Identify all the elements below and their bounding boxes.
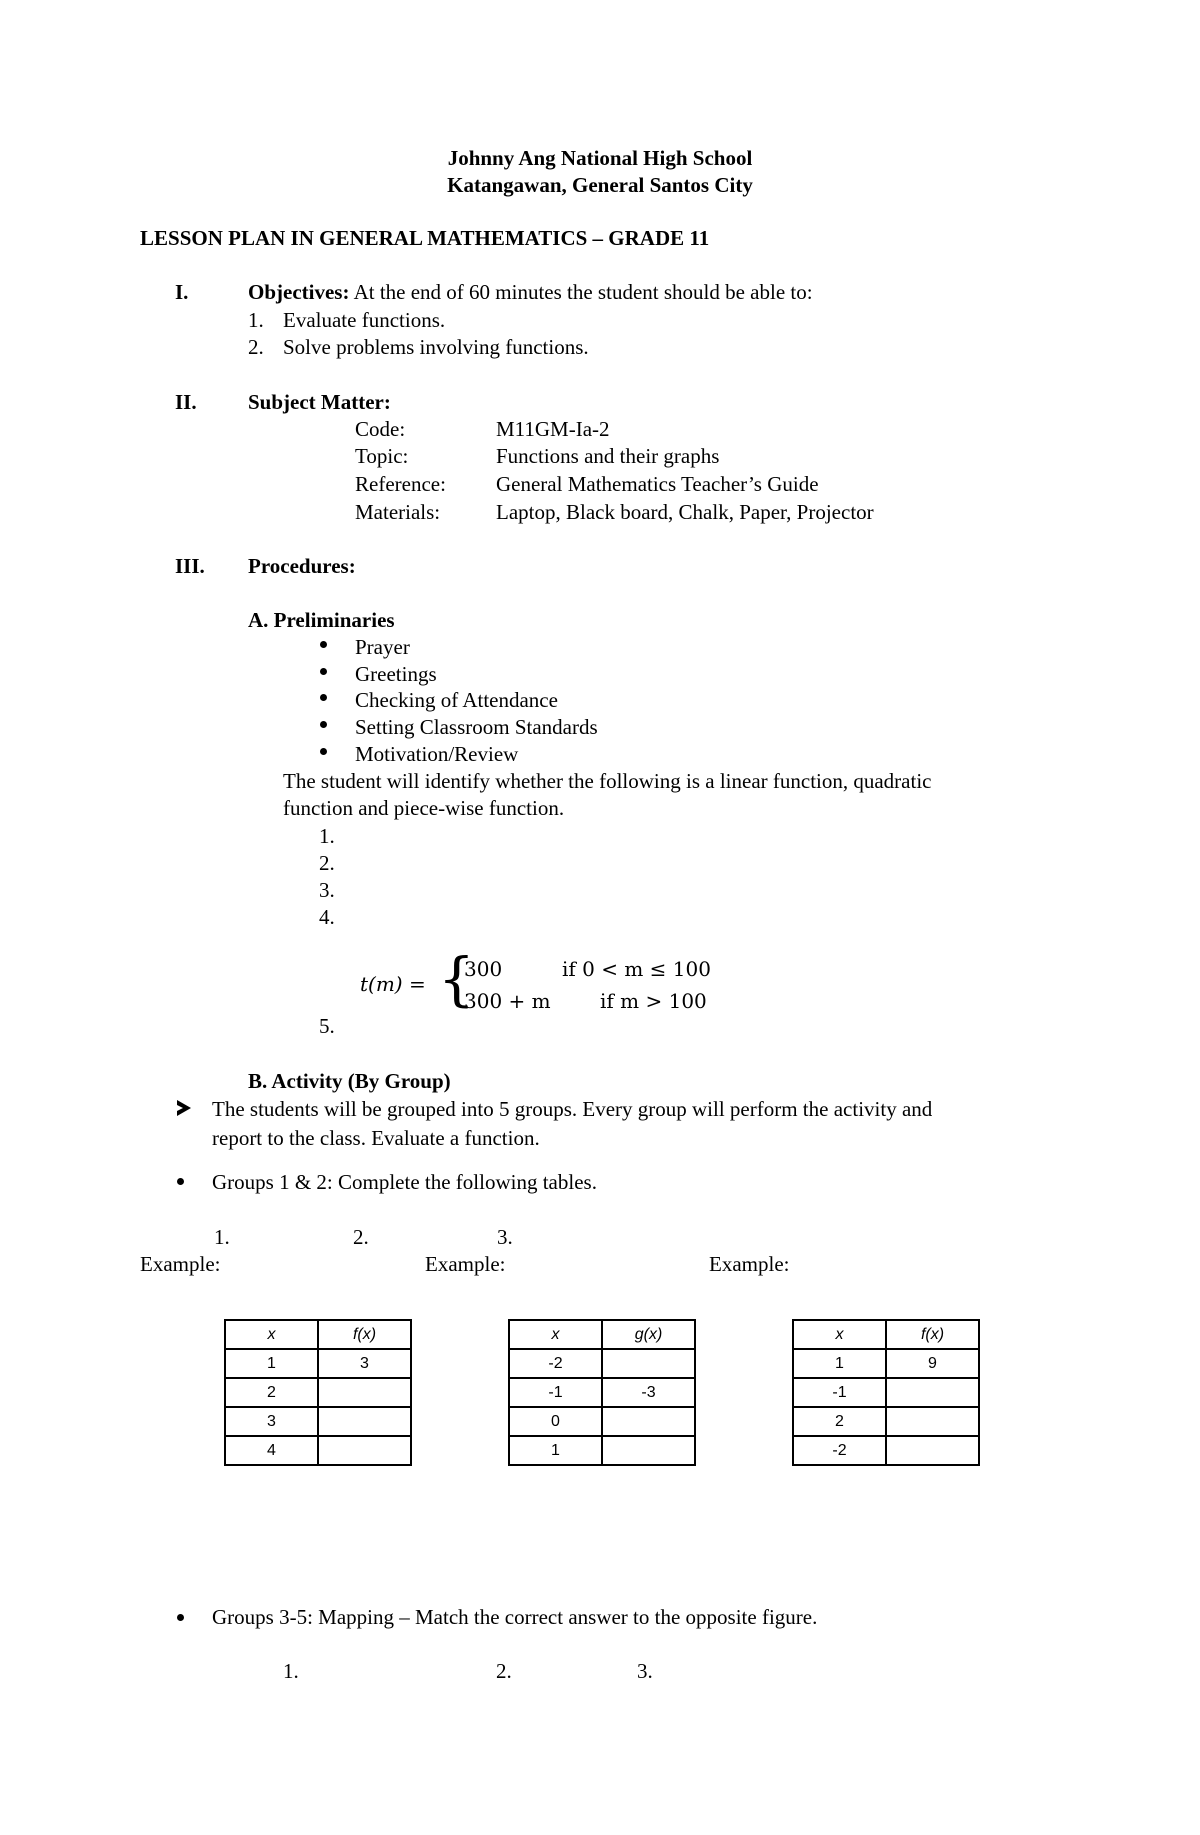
table-row [793, 1378, 979, 1407]
motivation-number-5: 5. [319, 1014, 335, 1038]
arrow-bullet-icon [177, 1100, 191, 1116]
table-row [509, 1407, 695, 1436]
subject-label-reference: Reference: [355, 472, 446, 496]
table-cell: -1 [793, 1378, 886, 1407]
table-row [225, 1349, 411, 1378]
motivation-number-4: 4. [319, 905, 335, 929]
preliminaries-heading: A. Preliminaries [248, 608, 395, 632]
table-number-2: 2. [353, 1225, 369, 1249]
objective-number-1: 1. [248, 308, 264, 332]
objectives-numeral: I. [175, 280, 189, 304]
example-label-3: Example: [709, 1252, 790, 1276]
subject-value-topic: Functions and their graphs [496, 444, 720, 468]
table-cell [886, 1407, 979, 1436]
objective-number-2: 2. [248, 335, 264, 359]
bullet-icon [177, 1178, 184, 1185]
subject-label-materials: Materials: [355, 500, 441, 524]
activity-heading: B. Activity (By Group) [248, 1069, 451, 1093]
formula-lhs: t(m) = [360, 972, 426, 996]
table-row [225, 1378, 411, 1407]
table-cell: 3 [225, 1407, 318, 1436]
bullet-icon [320, 721, 327, 728]
table-cell [318, 1436, 411, 1465]
table-cell: -2 [509, 1349, 602, 1378]
function-table-2 [508, 1319, 696, 1466]
function-table-1 [224, 1319, 412, 1466]
subject-matter-heading: Subject Matter: [248, 390, 391, 414]
subject-label-topic: Topic: [355, 444, 409, 468]
example-label-1: Example: [140, 1252, 221, 1276]
table-header-gx: g(x) [602, 1320, 695, 1349]
motivation-number-3: 3. [319, 878, 335, 902]
table-cell: 9 [886, 1349, 979, 1378]
preliminary-item-attendance: Checking of Attendance [355, 688, 558, 712]
mapping-number-1: 1. [283, 1659, 299, 1683]
table-header-x: x [509, 1320, 602, 1349]
table-row [509, 1378, 695, 1407]
objective-text-2: Solve problems involving functions. [283, 335, 589, 359]
objectives-heading: Objectives: [248, 280, 350, 304]
table-cell: 1 [509, 1436, 602, 1465]
table-cell: 1 [793, 1349, 886, 1378]
table-row [509, 1349, 695, 1378]
table-cell: 2 [225, 1378, 318, 1407]
table-cell: 1 [225, 1349, 318, 1378]
activity-instruction-line1: The students will be grouped into 5 groups. Every group will perform the activity and [212, 1097, 933, 1121]
table-row [225, 1407, 411, 1436]
subject-label-code: Code: [355, 417, 406, 441]
table-header-row [225, 1320, 411, 1349]
bullet-icon [320, 748, 327, 755]
subject-value-materials: Laptop, Black board, Chalk, Paper, Projector [496, 500, 874, 524]
bullet-icon [320, 641, 327, 648]
mapping-number-2: 2. [496, 1659, 512, 1683]
table-cell: 0 [509, 1407, 602, 1436]
bullet-icon [320, 668, 327, 675]
school-name: Johnny Ang National High School [447, 146, 753, 170]
preliminary-item-standards: Setting Classroom Standards [355, 715, 598, 739]
subject-value-code: M11GM-Ia-2 [496, 417, 610, 441]
table-cell [602, 1407, 695, 1436]
example-label-2: Example: [425, 1252, 506, 1276]
school-address: Katangawan, General Santos City [447, 173, 753, 197]
motivation-instruction-line1: The student will identify whether the following is a linear function, quadratic [283, 769, 932, 793]
groups-3-5-instruction: Groups 3-5: Mapping – Match the correct answer to the opposite figure. [212, 1605, 818, 1629]
bullet-icon [177, 1614, 184, 1621]
procedures-heading: Procedures: [248, 554, 356, 578]
table-header-x: x [225, 1320, 318, 1349]
objective-text-1: Evaluate functions. [283, 308, 446, 332]
formula-case2-value: 300 + m [464, 989, 551, 1013]
table-header-fx: f(x) [318, 1320, 411, 1349]
motivation-number-1: 1. [319, 824, 335, 848]
function-table-3 [792, 1319, 980, 1466]
lesson-plan-title: LESSON PLAN IN GENERAL MATHEMATICS – GRADE 11 [140, 226, 710, 250]
table-header-row [509, 1320, 695, 1349]
formula-case1-value: 300 [464, 957, 503, 981]
motivation-number-2: 2. [319, 851, 335, 875]
table-header-fx: f(x) [886, 1320, 979, 1349]
table-number-1: 1. [214, 1225, 230, 1249]
table-cell: 2 [793, 1407, 886, 1436]
table-cell: -3 [602, 1378, 695, 1407]
table-cell [886, 1378, 979, 1407]
motivation-instruction-line2: function and piece-wise function. [283, 796, 565, 820]
objectives-line [248, 282, 813, 303]
table-row [793, 1407, 979, 1436]
preliminary-item-prayer: Prayer [355, 635, 410, 659]
table-row [793, 1436, 979, 1465]
table-number-3: 3. [497, 1225, 513, 1249]
procedures-numeral: III. [175, 554, 205, 578]
groups-1-2-instruction: Groups 1 & 2: Complete the following tables. [212, 1170, 597, 1194]
objectives-intro: At the end of 60 minutes the student should be able to: [353, 280, 813, 304]
table-header-x: x [793, 1320, 886, 1349]
table-cell: 3 [318, 1349, 411, 1378]
table-cell: -1 [509, 1378, 602, 1407]
subject-matter-numeral: II. [175, 390, 197, 414]
table-row [509, 1436, 695, 1465]
piecewise-formula [360, 945, 720, 1020]
subject-value-reference: General Mathematics Teacher’s Guide [496, 472, 819, 496]
preliminary-item-greetings: Greetings [355, 662, 437, 686]
activity-instruction-line2: report to the class. Evaluate a function. [212, 1126, 540, 1150]
table-cell [318, 1407, 411, 1436]
table-cell [318, 1378, 411, 1407]
table-cell [602, 1436, 695, 1465]
table-cell [602, 1349, 695, 1378]
formula-brace: { [438, 945, 475, 1013]
mapping-number-3: 3. [637, 1659, 653, 1683]
table-row [793, 1349, 979, 1378]
table-cell [886, 1436, 979, 1465]
table-cell: 4 [225, 1436, 318, 1465]
table-header-row [793, 1320, 979, 1349]
table-cell: -2 [793, 1436, 886, 1465]
preliminary-item-motivation: Motivation/Review [355, 742, 519, 766]
formula-case2-condition: if m > 100 [600, 989, 707, 1013]
formula-case1-condition: if 0 < m ≤ 100 [562, 957, 711, 981]
table-row [225, 1436, 411, 1465]
bullet-icon [320, 694, 327, 701]
